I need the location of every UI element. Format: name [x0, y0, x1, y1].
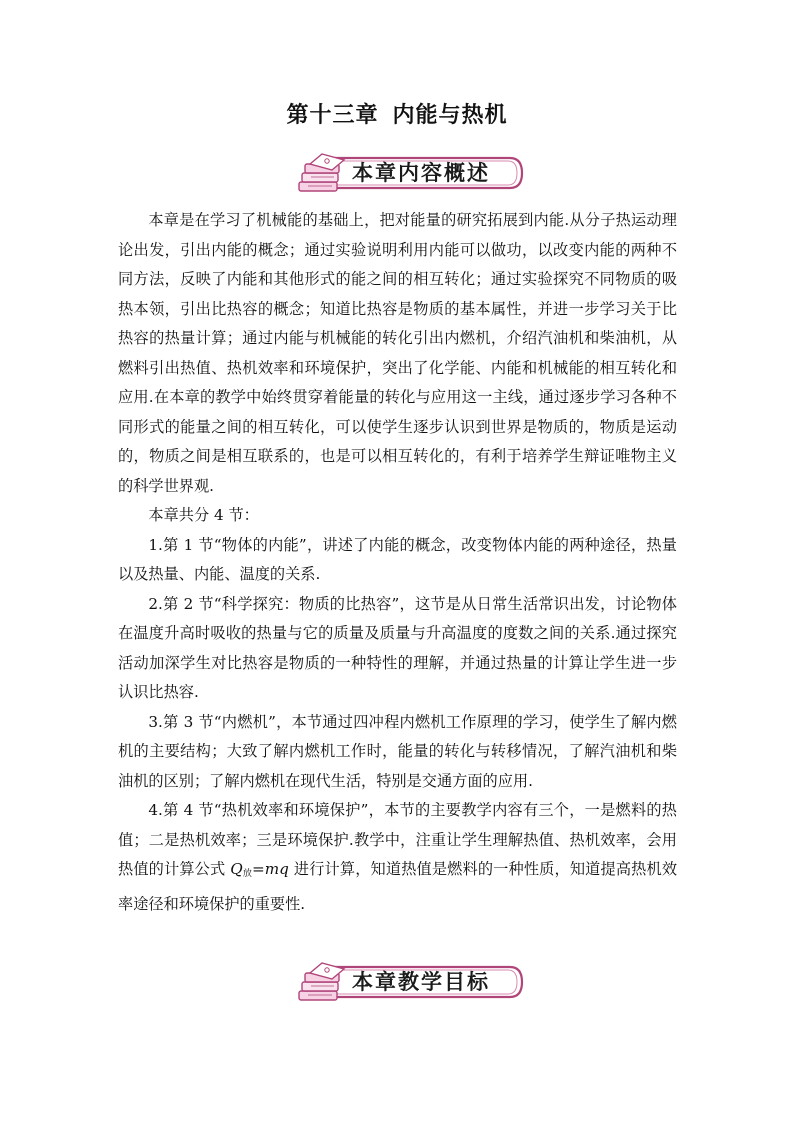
paragraph-intro: 本章是在学习了机械能的基础上，把对能量的研究拓展到内能.从分子热运动理论出发，引出内能的概念；通过实验说明利用内能可以做功，以改变内能的两种不同方法，反映了内能和其他形式的能之间的相互转化；通过实验探究不同物质的吸热本领，引出比热容的概念；知道比热容是物质的基本属性，并进一步学习关于比热容的热量计算；通过内能与机械能的转化引出内燃机，介绍汽油机和柴油机，从燃料引出热值、热机效率和环境保护，突出了化学能、内能和机械能的相互转化和应用.在本章的教学中始终贯穿着能量的转化与应用这一主线，通过逐步学习各种不同形式的能量之间的相互转化，可以使学生逐步认识到世界是物质的，物质是运动的，物质之间是相互联系的，也是可以相互转化的，有利于培养学生辩证唯物主义的科学世界观.	[118, 211, 677, 495]
paragraph-section-2: 2.第 2 节“科学探究：物质的比热容”，这节是从日常生活常识出发，讨论物体在温度升高时吸收的热量与它的质量及质量与升高温度的度数之间的关系.通过探究活动加深学生对比热容是物质的一种特性的理解，并通过热量的计算让学生进一步认识比热容.	[118, 594, 677, 701]
banner-goals-text: 本章教学目标	[352, 970, 490, 994]
section-4-text-before: 4.第 4 节“热机效率和环境保护”，本节的主要教学内容有三个，一是燃料的热值；二是热机效率；三是环境保护.教学中，注重让学生理解热值、热机效率，会用热值的计算公式	[118, 801, 677, 878]
banner-teaching-goals	[296, 961, 526, 1003]
formula-subscript: 放	[242, 869, 253, 879]
formula-rest: =mq	[252, 860, 289, 878]
chapter-title	[0, 98, 794, 129]
chapter-number: 第十三章	[286, 103, 379, 128]
paragraph-section-3: 3.第 3 节“内燃机”，本节通过四冲程内燃机工作原理的学习，使学生了解内燃机的主要结构；大致了解内燃机工作时，能量的转化与转移情况，了解汽油机和柴油机的区别；了解内燃机在现代生活，特别是交通方面的应用.	[118, 712, 677, 790]
banner-overview-text: 本章内容概述	[352, 161, 490, 185]
paragraph-section-1: 1.第 1 节“物体的内能”，讲述了内能的概念，改变物体内能的两种途径，热量以及热量、内能、温度的关系.	[118, 535, 677, 583]
formula-q: Q	[230, 860, 243, 878]
section-4-text-after: 进行计算，知道热值是燃料的一种性质，知道提高热机效率途径和环境保护的重要性.	[118, 860, 678, 913]
chapter-overview-body	[118, 206, 677, 919]
banner-chapter-overview	[296, 152, 526, 194]
paragraph-sections-count: 本章共分 4 节：	[148, 506, 259, 524]
chapter-name: 内能与热机	[392, 103, 508, 128]
paragraph-section-4	[118, 796, 677, 919]
